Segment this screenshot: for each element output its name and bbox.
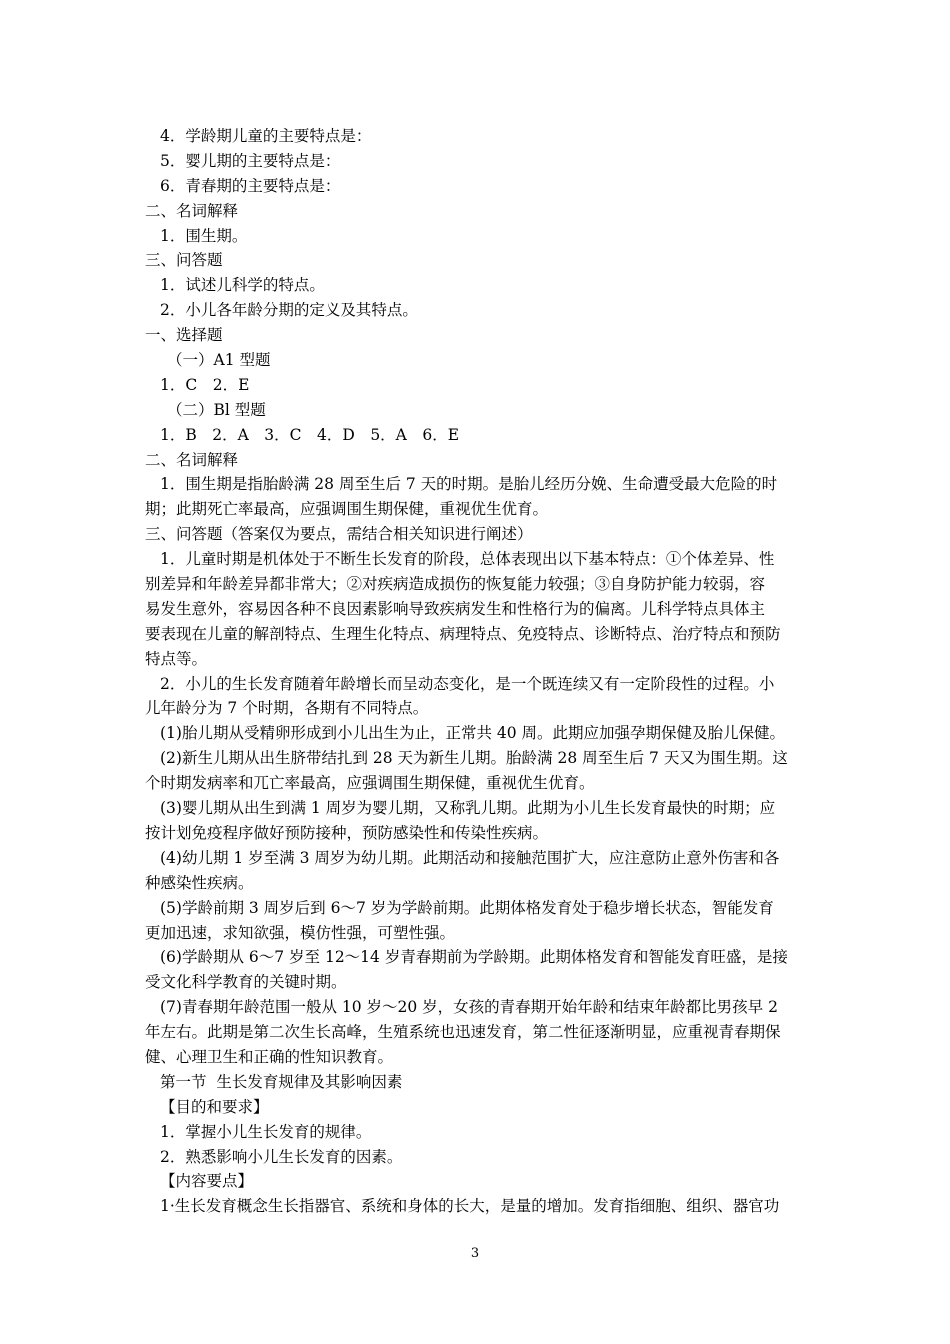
period-preschool-line: 更加迅速，求知欲强，模仿性强，可塑性强。: [145, 923, 456, 942]
period-toddler-line: 种感染性疾病。: [145, 873, 254, 892]
page-number: 3: [470, 1246, 480, 1261]
period-toddler-line: (4)幼儿期 1 岁至满 3 周岁为幼儿期。此期活动和接触范围扩大，应注意防止意外伤害和各: [160, 848, 780, 867]
answer-b1-keys: 1．B 2．A 3．C 4．D 5．A 6．E: [160, 425, 460, 444]
qa1-line: 易发生意外，容易因各种不良因素影响导致疾病发生和性格行为的偏离。儿科学特点具体主: [145, 599, 766, 618]
period-adolescence-line: 健、心理卫生和正确的性知识教育。: [145, 1047, 394, 1066]
definition-line: 1．围生期是指胎龄满 28 周至生后 7 天的时期。是胎儿经历分娩、生命遭受最大危险的时: [160, 475, 778, 494]
period-preschool-line: (5)学龄前期 3 周岁后到 6～7 岁为学龄前期。此期体格发育处于稳步增长状态，智能发育: [160, 898, 774, 917]
period-school-line: 受文化科学教育的关键时期。: [145, 973, 347, 992]
definition-line: 期；此期死亡率最高，应强调围生期保健，重视优生优育。: [145, 500, 549, 519]
qa1-line: 特点等。: [145, 649, 208, 668]
period-adolescence-line: 年左右。此期是第二次生长高峰，生殖系统也迅速发育，第二性征逐渐明显，应重视青春期保: [145, 1023, 781, 1042]
question-4-line: 4．学龄期儿童的主要特点是：: [160, 127, 372, 145]
qa2-line: 2．小儿的生长发育随着年龄增长而呈动态变化，是一个既连续又有一定阶段性的过程。小: [160, 674, 775, 693]
period-infant-line: (3)婴儿期从出生到满 1 周岁为婴儿期，又称乳儿期。此期为小儿生长发育最快的时期；应: [160, 799, 776, 818]
answer-heading-qa: 三、问答题（答案仅为要点，需结合相关知识进行阐述）: [145, 525, 533, 544]
section-title: 第一节 生长发育规律及其影响因素: [160, 1072, 403, 1091]
goal-item: 1．掌握小儿生长发育的规律。: [160, 1122, 372, 1141]
document-body: [145, 124, 809, 1219]
section-heading-qa: 三、问答题: [145, 251, 223, 270]
qa1-line: 别差异和年龄差异都非常大；②对疾病造成损伤的恢复能力较强；③自身防护能力较弱，容: [145, 575, 766, 594]
qa1-line: 要表现在儿童的解剖特点、生理生化特点、病理特点、免疫特点、诊断特点、治疗特点和预防: [145, 624, 781, 643]
answer-heading-term: 二、名词解释: [145, 450, 239, 469]
qa-question-2: 2．小儿各年龄分期的定义及其特点。: [160, 301, 418, 320]
question-5-line: 5．婴儿期的主要特点是：: [160, 151, 341, 170]
answer-subheading-b1: （二）Bl 型题: [167, 400, 266, 419]
goal-item: 2．熟悉影响小儿生长发育的因素。: [160, 1147, 403, 1166]
period-fetal-line: (1)胎儿期从受精卵形成到小儿出生为止，正常共 40 周。此期应加强孕期保健及胎儿保健。: [160, 724, 786, 743]
content-item: 1·生长发育概念生长指器官、系统和身体的长大，是量的增加。发育指细胞、组织、器官功: [160, 1197, 780, 1216]
goals-heading: 【目的和要求】: [160, 1097, 269, 1116]
qa2-line: 儿年龄分为 7 个时期，各期有不同特点。: [145, 699, 429, 718]
content-heading: 【内容要点】: [160, 1172, 254, 1191]
answer-a1-keys: 1．C 2．E: [160, 375, 250, 394]
period-neonatal-line: (2)新生儿期从出生脐带结扎到 28 天为新生儿期。胎龄满 28 周至生后 7 天又为围生期。这: [160, 749, 788, 768]
period-neonatal-line: 个时期发病率和兀亡率最高，应强调围生期保健，重视优生优育。: [145, 774, 595, 793]
section-heading-term: 二、名词解释: [145, 201, 239, 220]
answer-heading-choice: 一、选择题: [145, 326, 223, 345]
period-school-line: (6)学龄期从 6～7 岁至 12～14 岁青春期前为学龄期。此期体格发育和智能发育旺盛，是接: [160, 948, 788, 967]
period-adolescence-line: (7)青春期年龄范围一般从 10 岁～20 岁，女孩的青春期开始年龄和结束年龄都比男孩早 2: [160, 998, 778, 1017]
question-6-line: 6．青春期的主要特点是：: [160, 176, 341, 195]
term-question-1: 1．围生期。: [160, 226, 248, 245]
period-infant-line: 按计划免疫程序做好预防接种，预防感染性和传染性疾病。: [145, 823, 549, 842]
qa-question-1: 1．试述儿科学的特点。: [160, 276, 325, 295]
qa1-line: 1．儿童时期是机体处于不断生长发育的阶段，总体表现出以下基本特点：①个体差异、性: [160, 550, 775, 569]
answer-subheading-a1: （一）A1 型题: [167, 351, 271, 370]
